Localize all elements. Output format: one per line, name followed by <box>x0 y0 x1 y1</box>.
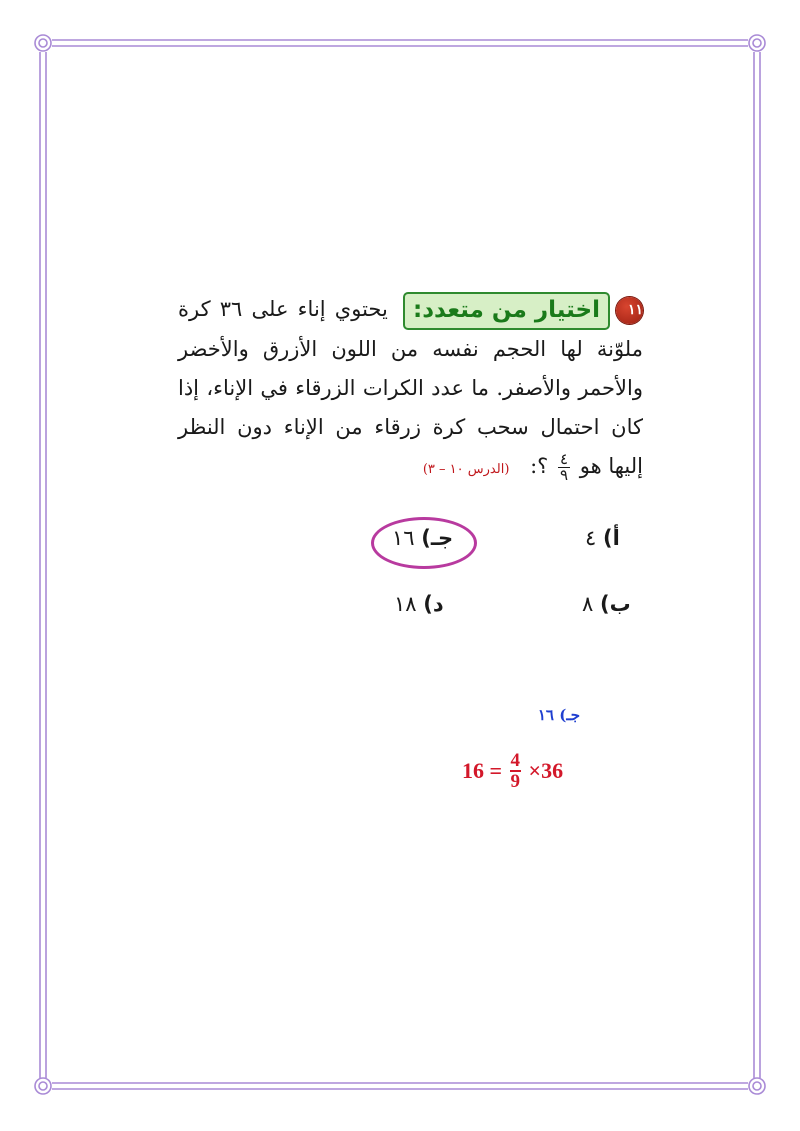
choice-d-value: ١٨ <box>394 592 417 616</box>
fraction-numerator: ٤ <box>560 449 569 468</box>
choice-c-value: ١٦ <box>392 526 415 550</box>
choice-d-label: د) <box>423 592 444 616</box>
choice-d[interactable] <box>394 592 444 616</box>
choice-a[interactable] <box>585 526 620 550</box>
question-end: ؟: <box>530 453 549 478</box>
choice-b-label: ب) <box>599 592 631 616</box>
answer-label: جـ) <box>559 706 580 724</box>
choice-a-value: ٤ <box>585 526 597 550</box>
choice-c-label: جـ) <box>421 526 454 550</box>
question-type-tag: اختيار من متعدد: <box>403 292 610 330</box>
choice-b[interactable] <box>582 592 631 616</box>
answer-line <box>500 706 580 724</box>
equation-fraction <box>510 751 522 791</box>
question-number-badge: ١١ <box>616 297 643 324</box>
selected-answer-circle <box>371 517 477 569</box>
choice-a-label: أ) <box>602 526 620 550</box>
equation-left: 16 = <box>462 758 503 783</box>
answer-value: ١٦ <box>537 706 554 724</box>
solution-equation <box>462 751 563 799</box>
equation-numerator: 4 <box>510 750 521 771</box>
question-block <box>178 290 643 489</box>
lesson-reference: (الدرس ١٠ – ٣) <box>422 461 510 477</box>
choice-b-value: ٨ <box>582 592 594 616</box>
question-text: يحتوي إناء على ٣٦ كرة ملوّنة لها الحجم نفسه من اللون الأزرق والأخضر والأحمر والأصفر. ما عدد الكرات الزرقاء في الإناء، إذا كان احتمال سحب كرة زرقاء من الإناء دون النظر إليها هو <box>178 297 643 478</box>
equation-right: ×36 <box>528 758 564 783</box>
equation-denominator: 9 <box>510 771 521 792</box>
fraction-denominator: ٩ <box>560 465 569 484</box>
probability-fraction <box>558 449 570 484</box>
